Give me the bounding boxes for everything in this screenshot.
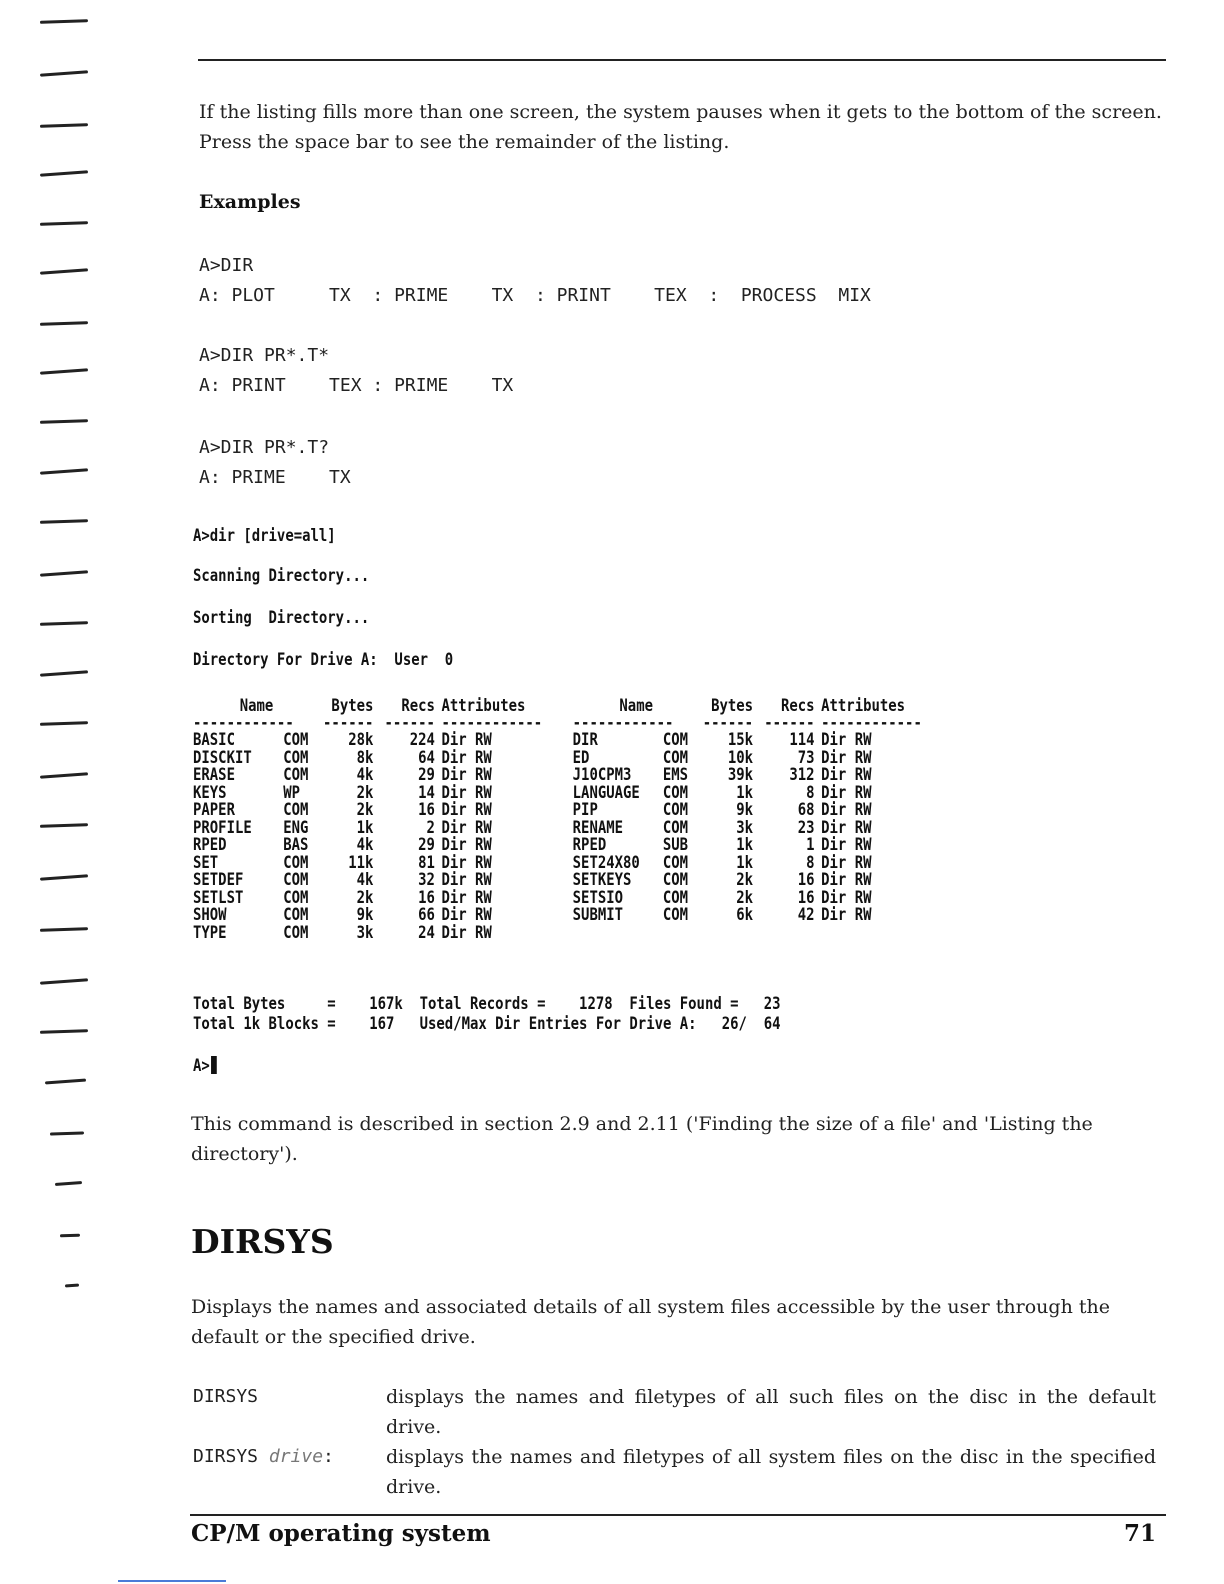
file-name: SET24X80	[572, 852, 640, 873]
file-recs: 64	[418, 747, 435, 768]
binding-tick	[40, 419, 88, 424]
file-bytes: 4k	[356, 870, 374, 890]
file-recs: 23	[797, 817, 815, 838]
example-command-2: A>DIR PR*.T*	[199, 345, 330, 366]
file-bytes: 8k	[356, 747, 374, 768]
file-type: COM	[662, 817, 689, 838]
file-name: PAPER	[193, 800, 235, 820]
binding-tick	[40, 721, 88, 726]
term-suffix: :	[323, 1446, 334, 1467]
file-attributes: Dir RW	[441, 730, 492, 750]
file-type: EMS	[662, 765, 689, 785]
definition-item	[191, 1442, 1161, 1502]
column-header-recs: Recs	[401, 696, 435, 716]
file-bytes: 2k	[356, 887, 374, 908]
file-type: COM	[662, 747, 689, 768]
file-name: RENAME	[572, 817, 624, 838]
file-type: COM	[662, 730, 689, 750]
file-name	[573, 925, 663, 943]
file-type: COM	[662, 887, 689, 908]
file-bytes: 28k	[348, 730, 374, 750]
file-attributes: Dir RW	[441, 817, 492, 838]
file-name: SETLST	[193, 887, 244, 908]
column-header-attributes: Attributes	[821, 696, 906, 716]
file-bytes: 1k	[736, 782, 754, 803]
file-type: COM	[662, 852, 689, 873]
dash-separator: ------	[323, 713, 374, 733]
file-attributes: Dir RW	[821, 765, 872, 785]
file-bytes: 11k	[348, 852, 374, 873]
file-bytes: 1k	[736, 835, 754, 855]
file-attributes: Dir RW	[821, 835, 872, 855]
file-name: PROFILE	[193, 817, 252, 838]
file-recs: 73	[797, 747, 815, 768]
examples-heading: Examples	[199, 191, 301, 213]
file-attributes: Dir RW	[441, 747, 492, 768]
file-type: COM	[662, 870, 689, 890]
file-recs: 14	[418, 782, 435, 803]
definition-term	[193, 1382, 258, 1412]
screen-command: A>dir [drive=all]	[193, 526, 336, 546]
column-header-name: Name	[619, 696, 653, 716]
file-bytes: 4k	[356, 835, 374, 855]
file-recs: 8	[806, 782, 815, 803]
file-recs: 1	[806, 835, 815, 855]
binding-tick	[55, 1181, 82, 1186]
file-name: J10CPM3	[572, 765, 632, 785]
file-bytes: 9k	[736, 800, 754, 820]
binding-tick	[60, 1234, 80, 1238]
dash-separator: ------------	[193, 713, 294, 733]
file-recs: 29	[418, 835, 435, 855]
prompt-text: A>	[193, 1056, 210, 1076]
file-type: COM	[283, 852, 309, 873]
binding-tick	[40, 823, 88, 828]
file-name: ERASE	[193, 765, 235, 785]
definition-list	[191, 1382, 1161, 1502]
file-bytes: 9k	[356, 905, 374, 925]
term-text: DIRSYS	[193, 1386, 259, 1407]
dash-separator: ------------	[441, 713, 543, 733]
file-recs: 114	[789, 730, 815, 750]
file-attributes: Dir RW	[441, 922, 492, 943]
file-type: COM	[283, 887, 309, 908]
table-row	[193, 907, 940, 925]
example-output-3: A: PRIME TX	[199, 467, 351, 488]
binding-tick	[40, 621, 88, 626]
file-type: SUB	[662, 835, 689, 855]
file-name: KEYS	[193, 782, 227, 803]
dash-separator: ------	[384, 713, 435, 733]
totals-line-2: Total 1k Blocks = 167 Used/Max Dir Entries For Drive A: 26/ 64	[193, 1014, 781, 1034]
column-header-name: Name	[239, 696, 274, 716]
definition-description: displays the names and filetypes of all system files on the disc in the specified drive.	[386, 1446, 1156, 1498]
table-row	[193, 732, 940, 750]
footer-title: CP/M operating system	[191, 1520, 491, 1547]
definition-item	[191, 1382, 1161, 1442]
file-attributes: Dir RW	[441, 765, 492, 785]
file-name: SETSIO	[572, 887, 624, 908]
blue-edge-mark	[118, 1580, 226, 1582]
file-name: BASIC	[193, 730, 235, 750]
binding-tick	[40, 670, 88, 676]
file-attributes: Dir RW	[821, 870, 872, 890]
file-attributes: Dir RW	[441, 782, 492, 803]
table-row	[193, 925, 940, 943]
section-intro-paragraph: Displays the names and associated details of all system files accessible by the user through the default or the specified drive.	[191, 1296, 1110, 1348]
example-output-1: A: PLOT TX : PRIME TX : PRINT TEX : PROCESS MIX	[199, 285, 871, 306]
column-header-attributes: Attributes	[441, 696, 526, 716]
file-recs: 16	[797, 870, 815, 890]
dash-separator: ------	[764, 713, 815, 733]
file-recs: 66	[418, 905, 435, 925]
file-attributes: Dir RW	[821, 782, 872, 803]
column-header-bytes: Bytes	[331, 696, 374, 716]
file-bytes: 4k	[356, 765, 374, 785]
binding-tick	[40, 123, 88, 128]
file-name: DISCKIT	[193, 747, 252, 768]
binding-tick	[40, 368, 88, 374]
term-text: DIRSYS	[193, 1446, 269, 1467]
example-command-3: A>DIR PR*.T?	[199, 437, 330, 458]
binding-tick	[40, 70, 88, 76]
file-bytes: 3k	[736, 817, 754, 838]
file-attributes: Dir RW	[441, 835, 492, 855]
section-heading: DIRSYS	[191, 1222, 334, 1261]
cursor-block	[211, 1056, 217, 1074]
binding-tick	[40, 519, 88, 524]
file-name: DIR	[572, 730, 598, 750]
binding-tick	[40, 927, 88, 932]
top-rule	[198, 59, 1166, 61]
file-attributes: Dir RW	[821, 730, 872, 750]
file-type: ENG	[283, 817, 309, 838]
file-name: TYPE	[193, 922, 227, 943]
binding-tick	[65, 1284, 79, 1288]
file-attributes: Dir RW	[821, 747, 872, 768]
term-parameter: drive	[268, 1446, 324, 1467]
file-name: RPED	[193, 835, 227, 855]
file-attributes: Dir RW	[821, 800, 872, 820]
file-bytes: 2k	[356, 800, 374, 820]
totals-line-1: Total Bytes = 167k Total Records = 1278 Files Found = 23	[193, 994, 781, 1014]
file-name: SETKEYS	[572, 870, 632, 890]
example-output-2: A: PRINT TEX : PRIME TX	[199, 375, 514, 396]
file-attributes: Dir RW	[821, 852, 872, 873]
file-type: COM	[662, 782, 689, 803]
file-recs: 42	[797, 905, 815, 925]
file-type: COM	[283, 922, 309, 943]
example-command-1: A>DIR	[199, 255, 254, 276]
footer-rule	[190, 1514, 1166, 1516]
file-recs: 2	[426, 817, 435, 838]
file-type: COM	[283, 765, 309, 785]
dash-separator: ------	[702, 713, 754, 733]
file-type: COM	[283, 730, 309, 750]
file-type: COM	[283, 905, 309, 925]
file-name: SUBMIT	[572, 905, 624, 925]
definition-term	[193, 1442, 334, 1472]
file-bytes: 1k	[736, 852, 754, 873]
file-recs: 16	[418, 887, 435, 908]
file-bytes: 15k	[727, 730, 754, 750]
binding-tick	[40, 1029, 88, 1034]
file-type	[663, 925, 700, 943]
file-type: WP	[283, 782, 300, 803]
file-bytes	[700, 925, 753, 943]
binding-tick	[40, 772, 88, 778]
dash-separator: ------------	[821, 713, 922, 733]
binding-tick	[40, 570, 88, 576]
intro-paragraph: If the listing fills more than one screen, the system pauses when it gets to the bottom of the screen. Press the space bar to see the remainder of the listing.	[199, 101, 1162, 153]
screen-directory-for: Directory For Drive A: User 0	[193, 650, 454, 670]
file-recs: 312	[789, 765, 815, 785]
file-recs: 29	[418, 765, 435, 785]
file-bytes: 39k	[727, 765, 754, 785]
file-name: PIP	[572, 800, 598, 820]
description-paragraph: This command is described in section 2.9 and 2.11 ('Finding the size of a file' and 'Listing the directory').	[191, 1113, 1093, 1165]
file-attributes: Dir RW	[441, 852, 492, 873]
binding-tick	[45, 1079, 86, 1085]
file-attributes: Dir RW	[821, 905, 872, 925]
table-row	[193, 837, 940, 855]
file-recs: 224	[409, 730, 435, 750]
binding-tick	[40, 468, 88, 474]
file-attributes: Dir RW	[821, 887, 872, 908]
table-row	[193, 802, 940, 820]
file-name: ED	[572, 747, 590, 768]
file-name: LANGUAGE	[572, 782, 640, 803]
file-attributes: Dir RW	[821, 817, 872, 838]
binding-tick	[40, 874, 88, 880]
directory-listing-table	[193, 690, 940, 942]
file-recs: 16	[418, 800, 435, 820]
table-row	[193, 767, 940, 785]
screen-scanning: Scanning Directory...	[193, 566, 370, 586]
screen-prompt	[193, 1056, 217, 1076]
file-attributes: Dir RW	[441, 887, 492, 908]
binding-tick	[50, 1131, 84, 1135]
binding-tick	[40, 19, 88, 24]
file-bytes: 1k	[356, 817, 374, 838]
file-bytes: 2k	[736, 870, 754, 890]
dash-separator: ------------	[572, 713, 674, 733]
column-header-recs: Recs	[780, 696, 815, 716]
file-recs: 81	[418, 852, 435, 873]
binding-tick	[40, 170, 88, 176]
file-recs: 16	[797, 887, 815, 908]
file-recs: 24	[418, 922, 435, 943]
file-type: COM	[283, 800, 309, 820]
file-bytes: 3k	[356, 922, 374, 943]
file-attributes	[815, 925, 940, 943]
file-type: COM	[662, 905, 689, 925]
file-attributes: Dir RW	[441, 870, 492, 890]
file-type: BAS	[283, 835, 309, 855]
file-recs: 32	[418, 870, 435, 890]
file-attributes: Dir RW	[441, 905, 492, 925]
file-bytes: 6k	[736, 905, 754, 925]
file-type: COM	[283, 870, 309, 890]
binding-tick	[40, 321, 88, 326]
file-bytes: 2k	[736, 887, 754, 908]
file-name: SHOW	[193, 905, 227, 925]
file-name: SETDEF	[193, 870, 244, 890]
file-recs: 68	[797, 800, 815, 820]
file-type: COM	[662, 800, 689, 820]
file-name: RPED	[572, 835, 607, 855]
file-recs	[753, 925, 815, 943]
file-name: SET	[193, 852, 219, 873]
page-number: 71	[1123, 1520, 1156, 1547]
table-row	[193, 872, 940, 890]
definition-description: displays the names and filetypes of all such files on the disc in the default drive.	[386, 1386, 1156, 1438]
column-header-bytes: Bytes	[711, 696, 754, 716]
file-bytes: 2k	[356, 782, 374, 803]
file-type: COM	[283, 747, 309, 768]
binding-tick	[40, 268, 88, 274]
file-recs: 8	[806, 852, 815, 873]
file-bytes: 10k	[727, 747, 754, 768]
binding-tick	[40, 978, 88, 984]
binding-tick-marks	[34, 0, 94, 1300]
binding-tick	[40, 221, 88, 226]
file-attributes: Dir RW	[441, 800, 492, 820]
screen-sorting: Sorting Directory...	[193, 608, 370, 628]
